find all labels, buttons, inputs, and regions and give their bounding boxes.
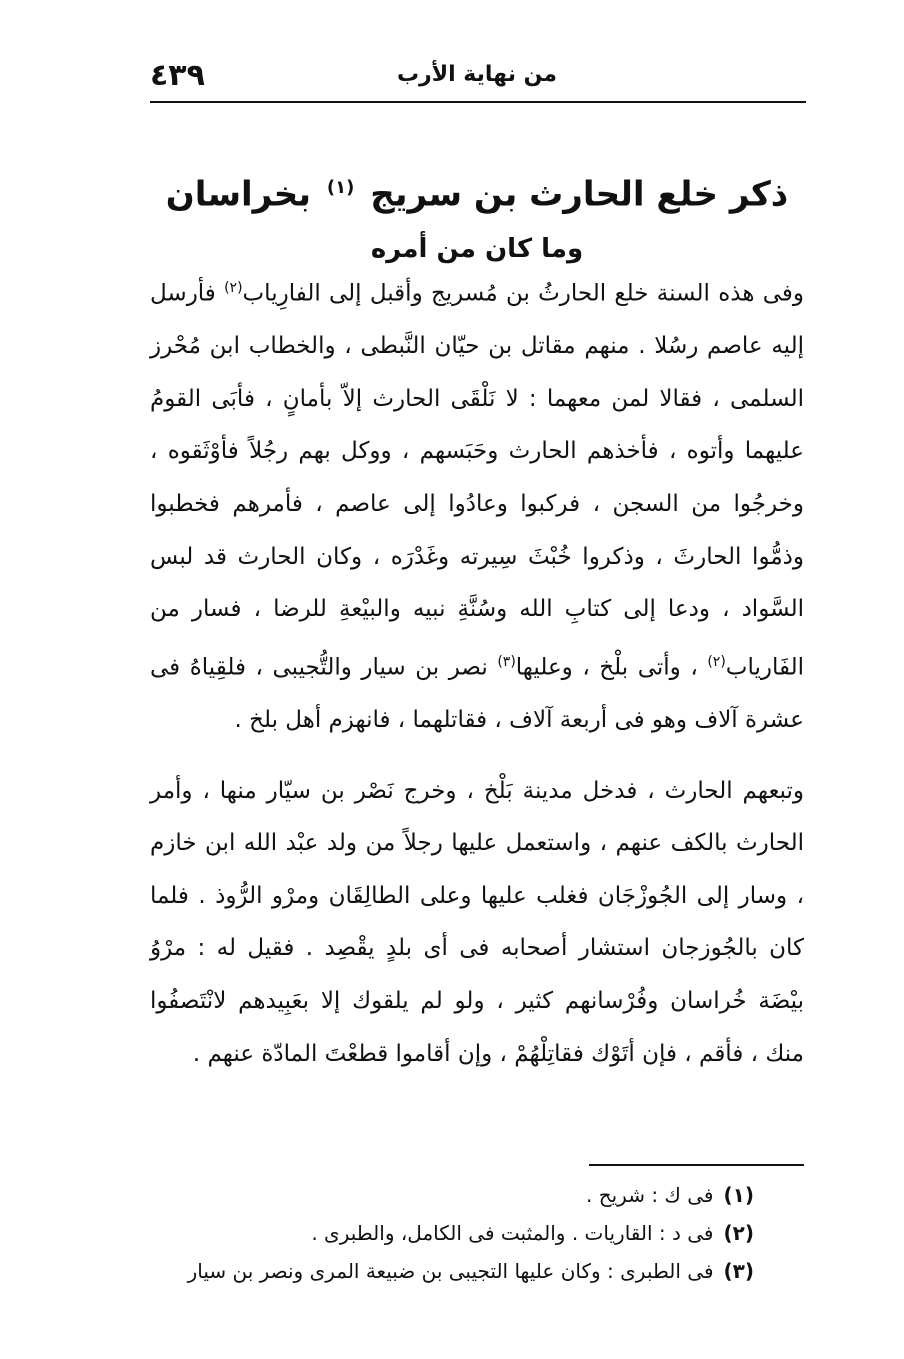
footnote	[150, 1176, 754, 1214]
footnote-ref: (١)	[326, 176, 355, 198]
paragraph-text: فأرسل إليه عاصم رسُلا . منهم مقاتل بن حيّان النَّبطى ، والخطاب ابن مُحْرز السلمى ، فقالا لمن معهما : لا نَلْقَى الحارث إلاّ بأمانٍ ، فأبَى القومُ عليهما وأتوه ، فأخذهم الحارث وحَبَسهم ، ووكل بهم رجُلاً فأوْثَقوه ، وخرجُوا من السجن ، فركبوا وعادُوا إلى عاصم ، فأمرهم فخطبوا وذمُّوا الحارثَ ، وذكروا خُبْثَ سِيرته وغَدْرَه ، وكان الحارث قد لبس السَّواد ، ودعا إلى كتابِ الله وسُنَّةِ نبيه والبيْعةِ للرضا ، فسار من الفَارياب	[150, 280, 805, 681]
header-divider	[150, 101, 806, 103]
section-title-main: ذكر خلع الحارث بن سريج	[370, 174, 789, 215]
footnote-text: فى د : القاريات . والمثبت فى الكامل، والطبرى .	[311, 1221, 714, 1245]
footnote-ref: (٣)	[497, 653, 516, 670]
book-title: من نهاية الأرب	[396, 62, 558, 87]
footnote-marker: (١)	[723, 1183, 754, 1207]
running-header	[150, 58, 804, 94]
section-title	[150, 163, 804, 219]
footnote	[150, 1214, 754, 1252]
footnote-ref: (٢)	[224, 280, 243, 296]
footnote-divider	[589, 1164, 804, 1166]
paragraph	[150, 765, 804, 1081]
paragraph-text: نصر بن سيار والتُّجيبى ، فلقِياهُ فى عشرة آلاف وهو فى أربعة آلاف ، فقاتلهما ، فانهزم أهل بلخ .	[150, 654, 804, 734]
footnote-text: فى ك : شريح .	[585, 1183, 714, 1207]
footnote-marker: (٢)	[723, 1221, 754, 1245]
footnote	[150, 1252, 754, 1290]
paragraph	[150, 262, 804, 747]
section-subtitle: وما كان من أمره	[370, 233, 584, 264]
footnote-marker: (٣)	[723, 1259, 754, 1283]
footnote-text: فى الطبرى : وكان عليها التجيبى بن ضبيعة المرى ونصر بن سيار	[187, 1259, 714, 1283]
footnote-ref: (٢)	[707, 653, 726, 670]
footnotes	[150, 1176, 754, 1290]
body-text	[150, 262, 804, 1080]
page-number: ٤٣٩	[150, 58, 205, 93]
paragraph-text: ، وأتى بلْخ ، وعليها	[515, 654, 708, 681]
paragraph-text: وفى هذه السنة خلع الحارثُ بن مُسريج وأقبل إلى الفارِياب	[242, 280, 804, 307]
section-title-end: بخراسان	[165, 174, 312, 215]
paragraph-text: وتبعهم الحارث ، فدخل مدينة بَلْخ ، وخرج نَصْر بن سيّار منها ، وأمر الحارث بالكف عنهم ، واستعمل عليها رجلاً من ولد عبْد الله ابن خازم ، وسار إلى الجُوزْجَان فغلب عليها وعلى الطالِقَان ومرْو الرُّوذ . فلما كان بالجُوزجان استشار أصحابه فى أى بلدٍ يقْصِد . فقيل له : مرْوُ بيْضَة خُراسان وفُرْسانهم كثير ، ولو لم يلقوك إلا بعَبِيدهم لانْتَصفُوا منك ، فأقم ، فإن أتَوْك فقاتِلْهُمْ ، وإن أقاموا قطعْتَ المادّة عنهم .	[150, 777, 804, 1067]
